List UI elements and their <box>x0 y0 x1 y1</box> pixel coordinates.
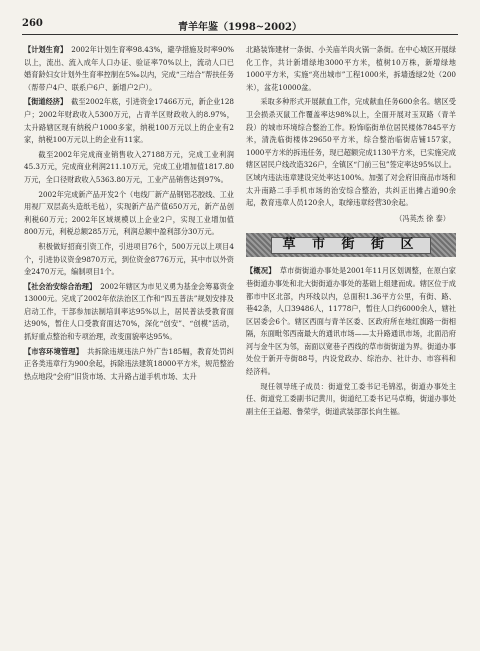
paragraph-text: 采取多种形式开展献血工作，完成献血任务600余名。辖区受卫会损杀灭鼠工作覆盖率达98%以上，全面开展对玉双路（青羊段）的城市环境综合整治工作。粉饰临街单位居民楼体7845平方米，清洗临街楼体29650平方米，综合整治临街店铺157家，1000平方米的拆违任务，现已超额完成1130平方米，已实施完成辖区居民户线改造326户，全镇区“门前三包”签定率达95%以上。区域内违法违章建设完处率达100%。加强了对会府旧商品市场和太升南路二手手机市场的治安综合整治，共纠正出摊占道90余起，教育违章人员120余人，取缔违章经营30余起。 <box>246 97 456 208</box>
paragraph-leadership <box>246 381 456 419</box>
paragraph <box>24 189 234 239</box>
book-title: 青羊年鉴（1998~2002） <box>177 22 303 33</box>
paragraph <box>246 96 456 209</box>
right-column <box>246 44 456 420</box>
section-tag: 【街道经济】 <box>24 97 68 107</box>
section-tag: 【社会治安综合治理】 <box>24 281 97 291</box>
paragraph-text: 2002年计划生育率98.43%，避孕措施及时率90%以上，流出、流入成年人口办证、验证率70%以上，流动人口已婚育龄妇女计划外生育率控制在5‰以内，完成“三结合”帮扶任务（帮带户4户、联系户6户、新增户2户）。 <box>24 45 234 92</box>
paragraph-text: 北路装饰建材一条街、小关庙羊肉火锅一条街。在中心城区开展绿化工作，共计新增绿地3000平方米，植树10万株，新增绿地1000平方米，实施“亮出城市”工程1000米，拆墙透绿2处（200米），盆花10000盆。 <box>246 45 456 92</box>
paragraph-text: 截至2002年底，引进资金17466万元，新企业128户；2002年财政收入5300万元，占青羊区财政收入的8.97%，太升路辖区现有纳税户1000多家，纳税100万元以上的企业有2家，纳税100万元以上的企业有11家。 <box>24 97 234 145</box>
paragraph <box>24 241 234 279</box>
paragraph-family-planning <box>24 44 234 94</box>
page-number: 260 <box>22 18 43 29</box>
section-tag: 【概况】 <box>246 266 276 276</box>
paragraph-text: 截至2002年完成商业销售收入27188万元，完成工业利润45.3万元，完成商业利润211.10万元，完成工业增加值1817.80万元，全口径财政收入5363.80万元，工业产品销售达到97%。 <box>24 149 234 184</box>
section-banner-title: 草 市 街 街 区 <box>271 237 430 254</box>
paragraph-text: 2002年辖区为市见义勇为基金会筹募资金13000元。完成了2002年依法治区工作和“四五普法”规划安排及启动工作，干部参加法制培训率达95%以上，居民普法受教育面达90%，暂住人口受教育面达70%，深化“创安”、“创模”活动，抓好重点整治和专项治理，改变面貌率达95%。 <box>24 281 234 342</box>
paragraph-city-environment <box>24 346 234 384</box>
paragraph-overview <box>246 265 456 378</box>
section-banner <box>246 233 456 257</box>
left-column <box>24 44 234 385</box>
paragraph-text: 2002年完成新产品开发2个（电线厂新产品钢铝芯胶线、工业用视厂双层高头造纸毛毡），实现新产品产值650万元，新产品创利税60万元；2002年区域规模以上企业2户，实现工业增加值800万元，利税总额285万元，利润总额中盈利部分30万元。 <box>24 189 234 237</box>
paragraph-text: 现任领导班子成员：街道党工委书记毛锦泓，街道办事处主任、街道党工委副书记黄川，街道纪工委书记马卓梅，街道办事处副主任王益超、鲁荣学，街道武装部部长向生福。 <box>246 381 456 416</box>
paragraph-text: 草市街街道办事处是2001年11月区划调整，在原白家巷街道办事处和北大街街道办事处的基础上组建而成。辖区位于成都市中区北部，内环线以内，总面积1.36平方公里，有街、路、巷42条，人口39486人，11778户，暂住人口约6000余人，辖社区居委会6个。辖区西面与青羊区委、区政府所在地红旗路一街相隔，东面毗邻西南最大的通讯市场——太升路通讯市场，北面沿府河与金牛区为邻，南面以宽巷子西线的草市街街道为界。街道办事处位于新开寺街88号，内设党政办、综治办、社计办、市容科和经济科。 <box>246 266 456 377</box>
paragraph-text: 积极做好招商引资工作，引进项目76个，500万元以上项目4个，引进协议资金9870万元，到位资金8776万元，其中市以外资金2470万元，编制项目1个。 <box>24 241 234 277</box>
paragraph-text: 共拆除违规违法户外广告185幅，教育处罚纠正各类违章行为900余起，拆除违法建筑18000平方米，规范整治热点地段“会府”旧货市场、太升路占道手机市场、太升 <box>24 346 234 381</box>
author-signature: （冯英杰 徐 泰） <box>395 213 450 223</box>
section-tag: 【计划生育】 <box>24 45 68 54</box>
paragraph-continued <box>246 44 456 94</box>
paragraph-public-security <box>24 281 234 344</box>
paragraph-street-economy <box>24 96 234 146</box>
paragraph <box>24 149 234 187</box>
page-header <box>22 18 458 35</box>
section-tag: 【市容环境管理】 <box>24 346 84 356</box>
